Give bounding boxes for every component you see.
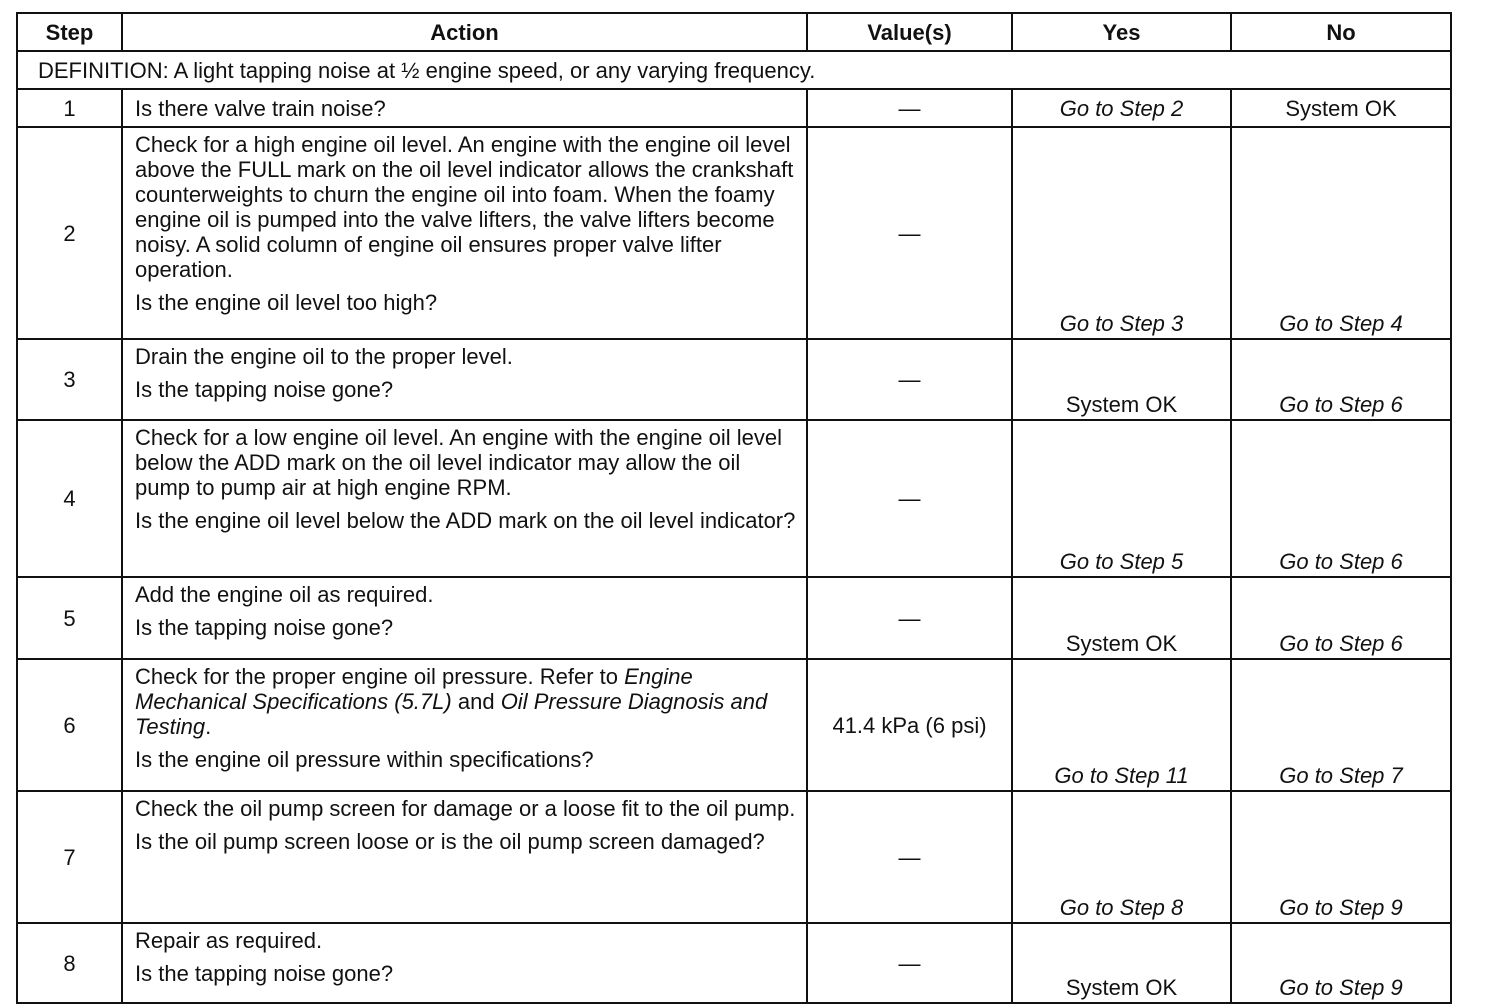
- diagnostic-table: [16, 12, 1452, 1004]
- step-number: 1: [17, 89, 122, 127]
- header-step: Step: [17, 13, 122, 51]
- action-question: Is there valve train noise?: [135, 95, 386, 121]
- step-number: 8: [17, 923, 122, 1003]
- table-row: [17, 420, 1451, 577]
- no-cell: Go to Step 9: [1231, 923, 1451, 1003]
- step-number: 4: [17, 420, 122, 577]
- value-cell: —: [807, 89, 1012, 127]
- action-cell: [122, 339, 807, 420]
- action-question: Is the tapping noise gone?: [135, 377, 394, 402]
- action-text: Check for a high engine oil level. An engine with the engine oil level above the FULL mark on the oil level indicator allows the crankshaft counterweights to churn the engine oil into foam. When the foamy engine oil is pumped into the valve lifters, the valve lifters become noisy. A solid column of engine oil ensures proper valve lifter operation.: [135, 132, 794, 282]
- definition-text: DEFINITION: A light tapping noise at ½ engine speed, or any varying frequency.: [17, 51, 1451, 89]
- no-cell: Go to Step 6: [1231, 339, 1451, 420]
- no-cell: Go to Step 4: [1231, 127, 1451, 339]
- no-cell: Go to Step 9: [1231, 791, 1451, 923]
- no-cell: System OK: [1231, 89, 1451, 127]
- reference-engine-specs: Engine Mechanical Specifications (5.7L): [135, 664, 693, 714]
- header-row: [17, 13, 1451, 51]
- action-cell: [122, 923, 807, 1003]
- value-cell: —: [807, 420, 1012, 577]
- header-action: Action: [122, 13, 807, 51]
- table-row: [17, 923, 1451, 1003]
- action-end: .: [205, 714, 212, 739]
- value-cell: —: [807, 127, 1012, 339]
- action-question: Is the engine oil level too high?: [135, 290, 438, 315]
- no-cell: Go to Step 6: [1231, 577, 1451, 659]
- header-yes: Yes: [1012, 13, 1231, 51]
- no-cell: Go to Step 6: [1231, 420, 1451, 577]
- action-text: Repair as required.: [135, 928, 323, 953]
- table-row: [17, 791, 1451, 923]
- table-row: [17, 339, 1451, 420]
- action-question: Is the engine oil pressure within specifications?: [135, 747, 594, 772]
- action-question: Is the engine oil level below the ADD mark on the oil level indicator?: [135, 508, 796, 533]
- yes-cell: Go to Step 11: [1012, 659, 1231, 791]
- action-cell: [122, 127, 807, 339]
- action-cell: [122, 577, 807, 659]
- reference-oil-pressure: Oil Pressure Diagnosis and Testing: [135, 689, 768, 739]
- yes-cell: System OK: [1012, 339, 1231, 420]
- action-cell: [122, 89, 807, 127]
- step-number: 7: [17, 791, 122, 923]
- action-text: [135, 664, 796, 739]
- value-cell: —: [807, 339, 1012, 420]
- action-and: and: [457, 689, 495, 714]
- action-cell: [122, 420, 807, 577]
- table-row: [17, 127, 1451, 339]
- header-no: No: [1231, 13, 1451, 51]
- yes-cell: System OK: [1012, 923, 1231, 1003]
- yes-cell: Go to Step 3: [1012, 127, 1231, 339]
- value-cell: —: [807, 577, 1012, 659]
- table-row: [17, 659, 1451, 791]
- step-number: 3: [17, 339, 122, 420]
- action-text: Add the engine oil as required.: [135, 582, 434, 607]
- value-cell: 41.4 kPa (6 psi): [807, 659, 1012, 791]
- action-text: Drain the engine oil to the proper level.: [135, 344, 513, 369]
- action-cell: [122, 791, 807, 923]
- action-question: Is the tapping noise gone?: [135, 961, 394, 986]
- yes-cell: Go to Step 2: [1012, 89, 1231, 127]
- definition-row: [17, 51, 1451, 89]
- action-question: Is the oil pump screen loose or is the oil pump screen damaged?: [135, 829, 765, 854]
- table-row: [17, 577, 1451, 659]
- yes-cell: System OK: [1012, 577, 1231, 659]
- yes-cell: Go to Step 5: [1012, 420, 1231, 577]
- action-text: Check the oil pump screen for damage or a loose fit to the oil pump.: [135, 796, 796, 821]
- no-cell: Go to Step 7: [1231, 659, 1451, 791]
- step-number: 5: [17, 577, 122, 659]
- action-text: Check for a low engine oil level. An engine with the engine oil level below the ADD mark on the oil level indicator may allow the oil pump to pump air at high engine RPM.: [135, 425, 782, 500]
- action-intro: Check for the proper engine oil pressure. Refer to: [135, 664, 619, 689]
- yes-cell: Go to Step 8: [1012, 791, 1231, 923]
- header-values: Value(s): [807, 13, 1012, 51]
- step-number: 2: [17, 127, 122, 339]
- step-number: 6: [17, 659, 122, 791]
- value-cell: —: [807, 923, 1012, 1003]
- action-cell: [122, 659, 807, 791]
- value-cell: —: [807, 791, 1012, 923]
- action-question: Is the tapping noise gone?: [135, 615, 394, 640]
- table-row: [17, 89, 1451, 127]
